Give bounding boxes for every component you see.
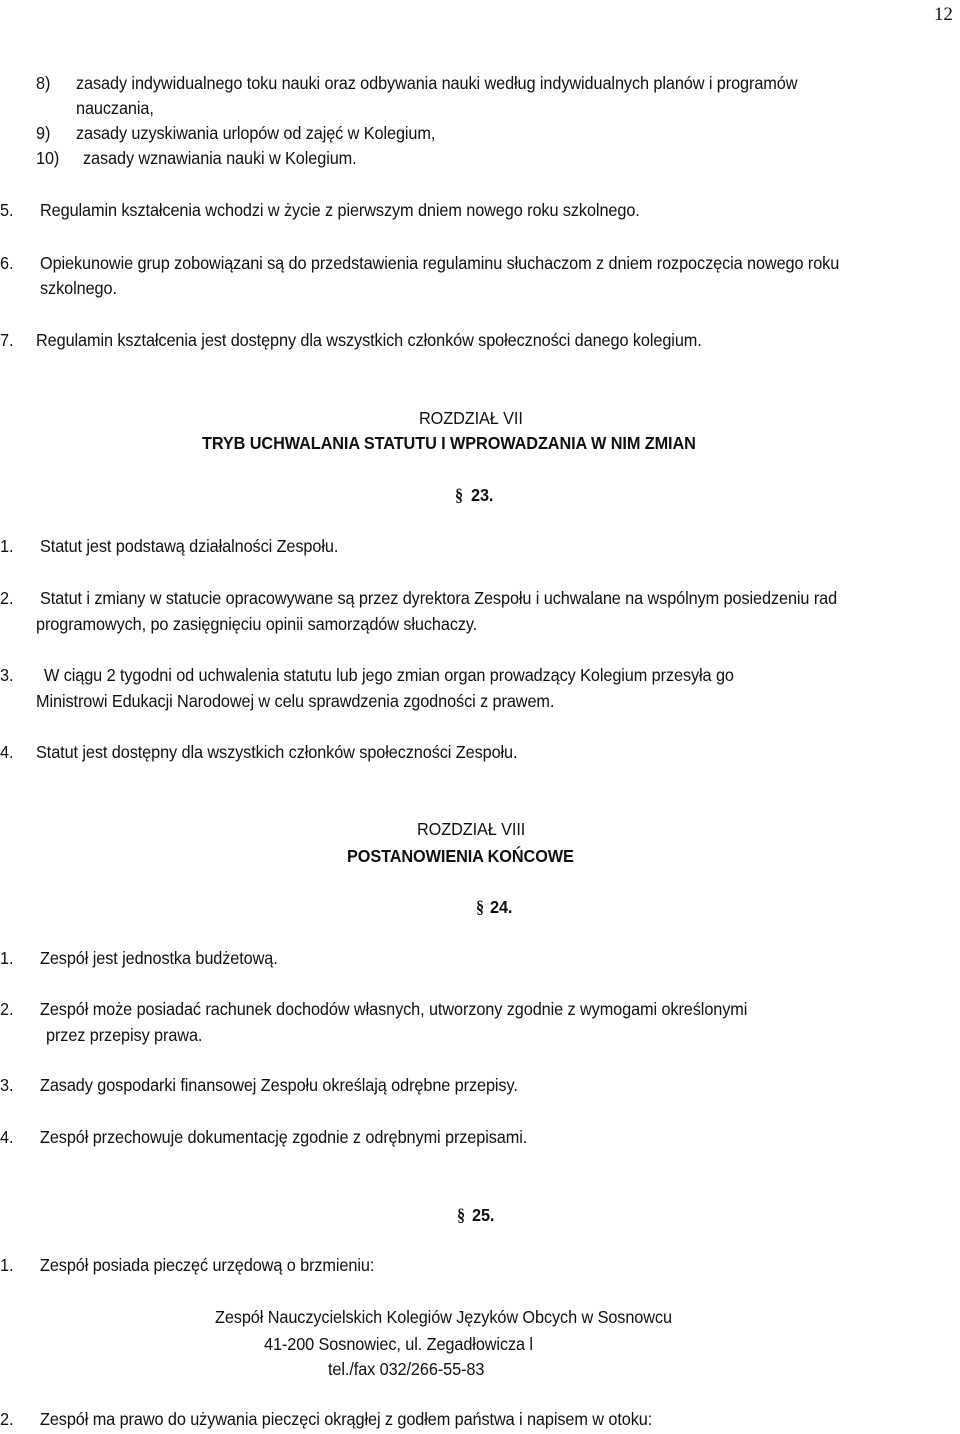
page-number: 12 [934,4,953,25]
list-item-text: zasady indywidualnego toku nauki oraz odbywania nauki według indywidualnych planów i programów [76,73,798,93]
stamp-line: 41-200 Sosnowiec, ul. Zegadłowicza l [264,1334,533,1354]
chapter-heading: ROZDZIAŁ VII [419,408,523,428]
point-text: Ministrowi Edukacji Narodowej w celu sprawdzenia zgodności z prawem. [36,691,555,711]
item-number: 7. [0,330,14,350]
section-sign: § [476,897,485,917]
point-text: przez przepisy prawa. [46,1025,203,1045]
point-number: 2. [0,999,14,1019]
list-item-text: zasady wznawiania nauki w Kolegium. [83,148,357,168]
section-sign: § [457,1205,466,1225]
point-text: Zespół przechowuje dokumentację zgodnie z odrębnymi przepisami. [40,1127,528,1147]
list-item-number: 10) [36,148,60,168]
point-number: 2. [0,588,14,608]
point-text: W ciągu 2 tygodni od uchwalenia statutu lub jego zmian organ prowadzący Kolegium przesyła go [44,665,734,685]
point-text: Zespół ma prawo do używania pieczęci okrągłej z godłem państwa i napisem w otoku: [40,1409,653,1429]
list-item-number: 9) [36,123,51,143]
section-number: 23. [471,485,494,505]
item-number: 5. [0,200,14,220]
item-text: Opiekunowie grup zobowiązani są do przedstawienia regulaminu słuchaczom z dniem rozpoczęcia nowego roku [40,253,840,273]
point-text: Zespół jest jednostka budżetową. [40,948,278,968]
point-number: 3. [0,1075,14,1095]
list-item-text: nauczania, [76,98,154,118]
section-sign: § [455,485,464,505]
point-number: 1. [0,948,14,968]
stamp-line: Zespół Nauczycielskich Kolegiów Języków Obcych w Sosnowcu [215,1307,672,1327]
point-text: Statut jest podstawą działalności Zespołu. [40,536,339,556]
point-text: Statut jest dostępny dla wszystkich członków społeczności Zespołu. [36,742,518,762]
point-text: Zespół może posiadać rachunek dochodów własnych, utworzony zgodnie z wymogami określonymi [40,999,748,1019]
point-text: programowych, po zasięgnięciu opinii samorządów słuchaczy. [36,614,478,634]
item-text: Regulamin kształcenia jest dostępny dla wszystkich członków społeczności danego kolegium. [36,330,702,350]
chapter-heading: ROZDZIAŁ VIII [417,819,526,839]
list-item-number: 8) [36,73,51,93]
point-text: Zespół posiada pieczęć urzędową o brzmieniu: [40,1255,375,1275]
chapter-title: TRYB UCHWALANIA STATUTU I WPROWADZANIA W NIM ZMIAN [202,433,696,453]
section-number: 24. [490,897,513,917]
point-number: 3. [0,665,14,685]
section-number: 25. [472,1205,495,1225]
item-text: szkolnego. [40,278,117,298]
point-text: Zasady gospodarki finansowej Zespołu określają odrębne przepisy. [40,1075,518,1095]
item-number: 6. [0,253,14,273]
point-number: 1. [0,1255,14,1275]
point-number: 1. [0,536,14,556]
point-number: 2. [0,1409,14,1429]
point-number: 4. [0,1127,14,1147]
point-text: Statut i zmiany w statucie opracowywane są przez dyrektora Zespołu i uchwalane na wspólnym posiedzeniu rad [40,588,838,608]
item-text: Regulamin kształcenia wchodzi w życie z pierwszym dniem nowego roku szkolnego. [40,200,640,220]
stamp-line: tel./fax 032/266-55-83 [328,1359,485,1379]
chapter-title: POSTANOWIENIA KOŃCOWE [347,846,574,866]
list-item-text: zasady uzyskiwania urlopów od zajęć w Kolegium, [76,123,436,143]
point-number: 4. [0,742,14,762]
